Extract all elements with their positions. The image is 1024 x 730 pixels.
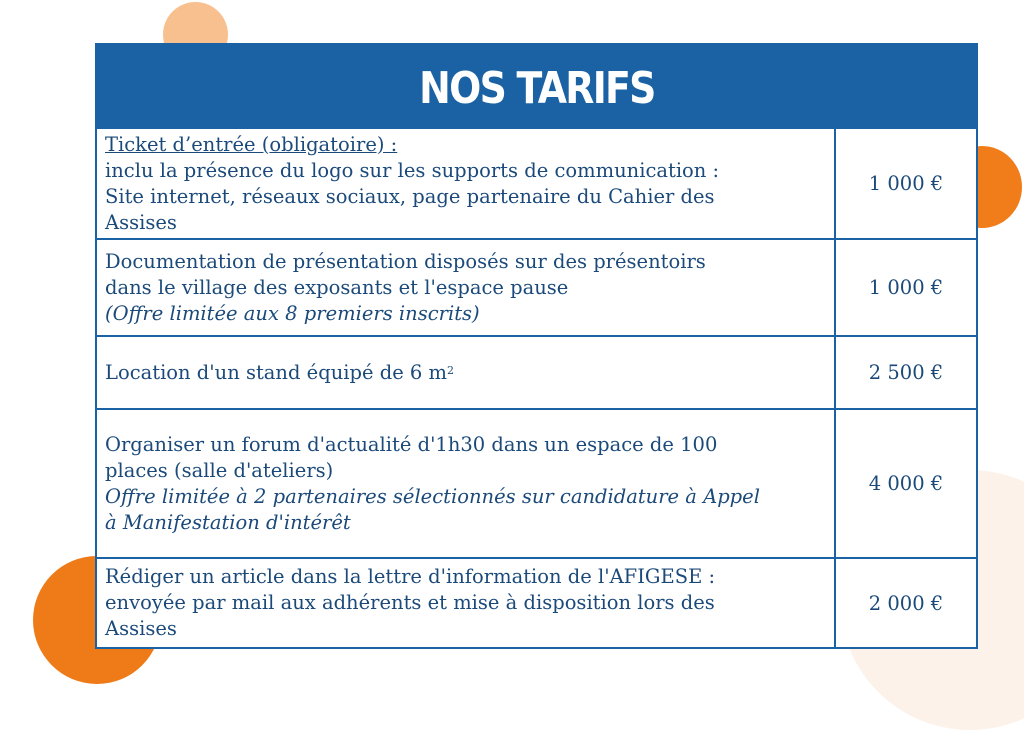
table-row (97, 408, 976, 557)
row-description (97, 337, 836, 408)
row-price: 1 000 € (868, 276, 944, 299)
row-description (97, 559, 836, 647)
row-note: (Offre limitée aux 8 premiers inscrits) (105, 301, 480, 325)
row-description (97, 240, 836, 335)
page-title: NOS TARIFS (418, 62, 655, 114)
table-row (97, 127, 976, 238)
row-line: Site internet, réseaux sociaux, page partenaire du Cahier des (105, 184, 715, 208)
pricing-table (95, 43, 978, 649)
row-line: Documentation de présentation disposés sur des présentoirs (105, 249, 706, 273)
row-line: places (salle d'ateliers) (105, 458, 334, 482)
row-price: 1 000 € (868, 172, 944, 195)
table-row (97, 557, 976, 647)
row-line: dans le village des exposants et l'espace pause (105, 275, 569, 299)
table-header (97, 45, 976, 127)
row-line: inclu la présence du logo sur les supports de communication : (105, 158, 720, 182)
row-line (105, 360, 828, 386)
table-row (97, 238, 976, 335)
superscript: 2 (447, 363, 455, 377)
row-price: 4 000 € (868, 472, 944, 495)
row-price: 2 500 € (868, 361, 944, 384)
row-line: Rédiger un article dans la lettre d'information de l'AFIGESE : (105, 565, 716, 588)
row-description (97, 129, 836, 238)
row-line: Assises (105, 210, 177, 234)
row-heading: Ticket d’entrée (obligatoire) : (105, 132, 398, 156)
row-description (97, 410, 836, 557)
row-text: Location d'un stand équipé de 6 m (105, 360, 448, 384)
row-price: 2 000 € (868, 591, 944, 615)
row-note: Offre limitée à 2 partenaires sélectionnés sur candidature à Appel (105, 484, 760, 508)
row-line: envoyée par mail aux adhérents et mise à disposition lors des (105, 591, 715, 614)
row-line: Assises (105, 617, 177, 640)
table-row (97, 335, 976, 408)
row-note: à Manifestation d'intérêt (105, 510, 351, 534)
row-line: Organiser un forum d'actualité d'1h30 dans un espace de 100 (105, 432, 718, 456)
